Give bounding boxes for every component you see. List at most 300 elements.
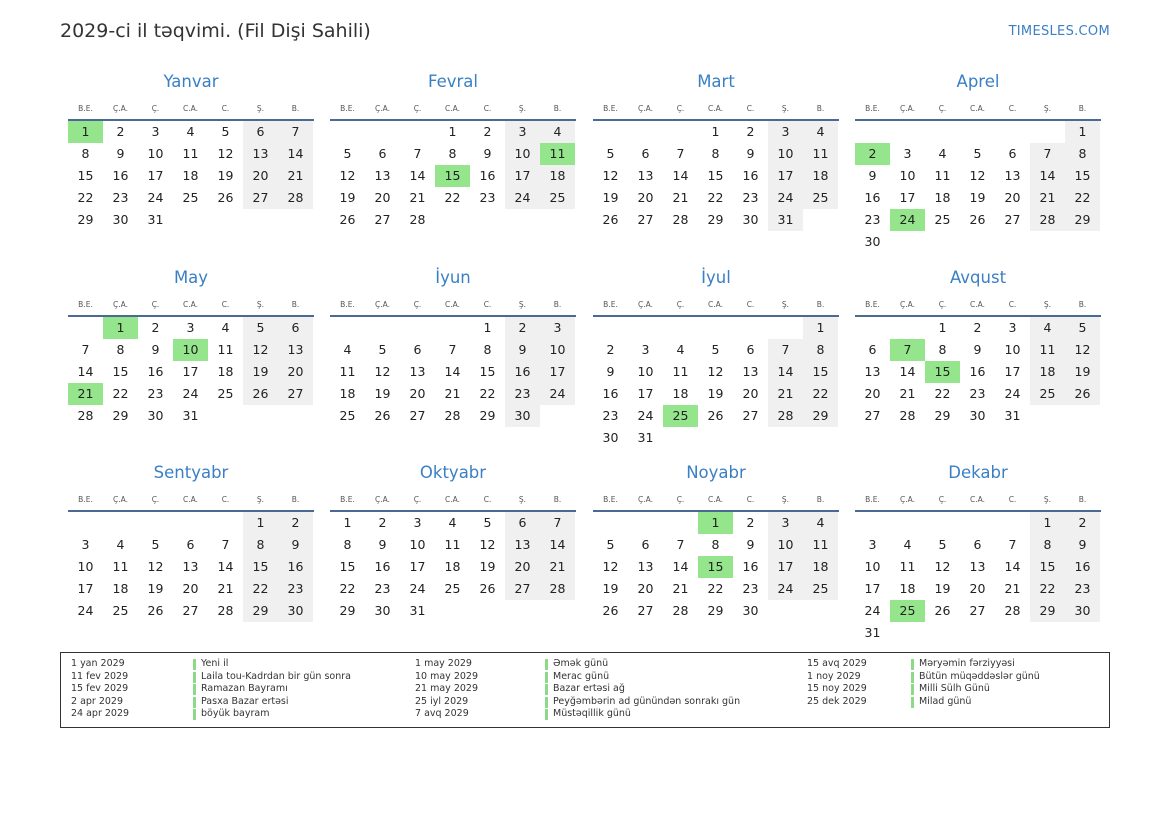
month-name: May [173,268,209,287]
month-name: Oktyabr [419,463,487,482]
day-cell: 8 [483,342,492,357]
legend-date: 1 may 2029 [415,658,472,669]
weekday-label: Ş. [1043,104,1052,113]
weekday-label: Ç.A. [112,300,128,309]
legend-holiday-name: Milli Sülh Günü [919,683,990,694]
day-cell: 3 [505,121,540,143]
day-cell: 22 [339,581,356,596]
weekday-label: B. [816,495,825,504]
day-cell: 22 [934,386,951,401]
weekday-label: C. [221,300,230,309]
day-cell: 11 [182,146,199,161]
weekday-label: Ş. [781,300,790,309]
weekday-label: Ç. [676,300,685,309]
day-cell: 25 [339,408,356,423]
day-cell: 22 [707,190,724,205]
day-cell: 13 [243,143,278,165]
day-cell: 24 [77,603,94,618]
day-cell: 4 [221,320,230,335]
weekday-header [68,104,314,118]
day-cell: 29 [707,603,724,618]
day-cell: 11 [112,559,129,574]
day-cell: 12 [479,537,496,552]
day-cell: 8 [1030,534,1065,556]
holiday-day-cell: 25 [890,600,925,622]
day-cell: 24 [768,578,803,600]
day-cell: 20 [374,190,391,205]
day-cell: 6 [641,146,650,161]
legend-holiday-name: Bütün müqəddəslər günü [919,670,1040,682]
day-cell: 22 [707,581,724,596]
weekday-label: Ç. [413,300,422,309]
day-cell: 24 [540,383,575,405]
day-cell: 20 [742,386,759,401]
day-cell: 23 [864,212,881,227]
day-cell: 6 [243,121,278,143]
legend-holiday-name: Yeni il [201,658,229,669]
month-name: İyun [435,268,471,287]
holiday-day-cell: 21 [68,383,103,405]
day-cell: 12 [1065,339,1100,361]
day-cell: 15 [707,168,724,183]
weekday-header [593,104,839,118]
day-cell: 3 [768,512,803,534]
day-cell: 4 [116,537,125,552]
day-cell: 13 [637,168,654,183]
weekday-label: C.A. [444,300,460,309]
day-cell: 13 [637,559,654,574]
legend-holiday-name: Bazar ertəsi ağ [553,683,625,694]
day-cell: 2 [116,124,125,139]
day-cell: 4 [938,146,947,161]
day-cell: 11 [1030,339,1065,361]
holiday-day-cell: 1 [698,512,733,534]
day-cell: 4 [186,124,195,139]
weekday-label: C.A. [182,300,198,309]
day-cell: 14 [217,559,234,574]
legend-date: 1 noy 2029 [807,670,861,682]
weekday-label: B. [553,495,562,504]
day-cell: 26 [602,212,619,227]
day-cell: 5 [343,146,352,161]
day-cell: 8 [116,342,125,357]
day-cell: 1 [1065,121,1100,143]
weekday-label: B.E. [340,300,355,309]
day-cell: 15 [1030,556,1065,578]
legend-holiday-marker [193,684,196,695]
holiday-day-cell: 11 [540,143,575,165]
weekday-label: B.E. [603,104,618,113]
day-cell: 6 [378,146,387,161]
weekday-label: Ç.A. [899,300,915,309]
day-cell: 3 [540,317,575,339]
weekday-label: B. [1078,300,1087,309]
day-cell: 30 [864,234,881,249]
day-cell: 11 [803,534,838,556]
day-cell: 25 [803,578,838,600]
day-cell: 27 [1004,212,1021,227]
weekday-label: C. [483,104,492,113]
day-cell: 27 [278,383,313,405]
day-cell: 25 [112,603,129,618]
day-cell: 23 [969,386,986,401]
day-cell: 1 [483,320,492,335]
legend-date: 15 noy 2029 [807,683,867,694]
day-cell: 23 [374,581,391,596]
day-cell: 9 [378,537,387,552]
day-cell: 3 [151,124,160,139]
weekday-label: B. [816,300,825,309]
day-cell: 11 [934,168,951,183]
weekday-label: Ç.A. [637,300,653,309]
day-cell: 12 [969,168,986,183]
day-cell: 22 [479,386,496,401]
day-cell: 14 [672,168,689,183]
day-cell: 26 [934,603,951,618]
weekday-label: C. [746,300,755,309]
weekday-label: C. [483,300,492,309]
day-cell: 30 [112,212,129,227]
day-cell: 31 [768,209,803,231]
day-cell: 7 [278,121,313,143]
day-cell: 19 [479,559,496,574]
day-cell: 18 [803,165,838,187]
day-cell: 25 [1030,383,1065,405]
weekday-label: B. [291,300,300,309]
day-cell: 6 [1008,146,1017,161]
day-cell: 13 [374,168,391,183]
holiday-day-cell: 15 [925,361,960,383]
day-cell: 30 [1065,600,1100,622]
day-cell: 7 [1008,537,1017,552]
day-cell: 21 [278,165,313,187]
day-cell: 9 [483,146,492,161]
day-cell: 29 [112,408,129,423]
day-cell: 9 [746,146,755,161]
day-cell: 2 [378,515,387,530]
weekday-header [855,300,1101,314]
day-cell: 5 [221,124,230,139]
day-cell: 12 [339,168,356,183]
day-cell: 18 [217,364,234,379]
legend-holiday-marker [911,672,914,683]
day-cell: 20 [182,581,199,596]
day-cell: 9 [116,146,125,161]
day-cell: 26 [602,603,619,618]
day-cell: 30 [969,408,986,423]
day-cell: 28 [1004,603,1021,618]
day-cell: 2 [505,317,540,339]
weekday-label: C. [221,104,230,113]
day-cell: 7 [676,537,685,552]
day-cell: 6 [413,342,422,357]
day-cell: 21 [409,190,426,205]
day-cell: 28 [768,405,803,427]
day-cell: 14 [278,143,313,165]
day-cell: 14 [1030,165,1065,187]
day-cell: 26 [339,212,356,227]
day-cell: 12 [374,364,391,379]
day-cell: 6 [505,512,540,534]
holiday-day-cell: 1 [103,317,138,339]
legend-holiday-marker [545,672,548,683]
day-cell: 12 [147,559,164,574]
day-cell: 27 [374,212,391,227]
legend-holiday-marker [545,697,548,708]
day-cell: 15 [803,361,838,383]
day-cell: 18 [672,386,689,401]
weekday-label: C.A. [969,104,985,113]
day-cell: 3 [186,320,195,335]
day-cell: 8 [448,146,457,161]
weekday-label: C.A. [444,104,460,113]
weekday-label: Ç.A. [112,495,128,504]
day-cell: 17 [77,581,94,596]
day-cell: 31 [409,603,426,618]
day-cell: 17 [540,361,575,383]
day-cell: 26 [243,383,278,405]
day-cell: 17 [768,165,803,187]
day-cell: 11 [217,342,234,357]
weekday-label: Ç. [938,104,947,113]
day-cell: 8 [938,342,947,357]
weekday-label: B.E. [865,104,880,113]
day-cell: 10 [540,339,575,361]
day-cell: 14 [672,559,689,574]
day-cell: 1 [243,512,278,534]
day-cell: 21 [899,386,916,401]
legend-holiday-name: Milad günü [919,695,972,707]
day-cell: 13 [505,534,540,556]
day-cell: 13 [864,364,881,379]
day-cell: 28 [444,408,461,423]
day-cell: 8 [1065,143,1100,165]
day-cell: 16 [602,386,619,401]
day-cell: 2 [746,515,755,530]
day-cell: 25 [803,187,838,209]
day-cell: 4 [903,537,912,552]
legend-holiday-name: Ramazan Bayramı [201,683,288,694]
day-cell: 13 [278,339,313,361]
day-cell: 15 [1065,165,1100,187]
weekday-label: C. [746,104,755,113]
day-cell: 3 [641,342,650,357]
day-cell: 15 [479,364,496,379]
day-cell: 10 [899,168,916,183]
day-cell: 10 [1004,342,1021,357]
day-cell: 23 [1065,578,1100,600]
weekday-label: Ç. [151,495,160,504]
day-cell: 15 [77,168,94,183]
day-cell: 19 [969,190,986,205]
day-cell: 10 [768,143,803,165]
legend-holiday-name: Peyğəmbərin ad günündən sonrakı gün [553,695,741,707]
day-cell: 6 [641,537,650,552]
day-cell: 28 [409,212,426,227]
month-name: Fevral [428,72,478,91]
day-cell: 14 [1004,559,1021,574]
day-cell: 10 [409,537,426,552]
day-cell: 11 [339,364,356,379]
day-cell: 19 [934,581,951,596]
weekday-label: Ş. [781,495,790,504]
weekday-label: Ş. [518,104,527,113]
weekday-label: Ç.A. [374,300,390,309]
day-cell: 29 [339,603,356,618]
day-cell: 19 [147,581,164,596]
weekday-label: B.E. [603,495,618,504]
day-cell: 6 [868,342,877,357]
day-cell: 26 [374,408,391,423]
weekday-label: C.A. [969,495,985,504]
day-cell: 27 [742,408,759,423]
day-cell: 30 [505,405,540,427]
day-cell: 20 [409,386,426,401]
day-cell: 20 [637,190,654,205]
weekday-label: Ç. [151,300,160,309]
weekday-label: Ç. [151,104,160,113]
site-link[interactable]: TIMESLES.COM [1008,24,1110,39]
day-cell: 10 [637,364,654,379]
legend-date: 2 apr 2029 [71,695,124,707]
day-cell: 16 [147,364,164,379]
day-cell: 23 [505,383,540,405]
day-cell: 20 [243,165,278,187]
day-cell: 9 [606,364,615,379]
day-cell: 16 [1065,556,1100,578]
day-cell: 9 [746,537,755,552]
legend-holiday-marker [545,659,548,670]
legend-date: 1 yan 2029 [71,658,125,669]
day-cell: 17 [899,190,916,205]
day-cell: 5 [483,515,492,530]
day-cell: 9 [1065,534,1100,556]
weekday-header [68,495,314,509]
weekday-label: Ç.A. [637,104,653,113]
day-cell: 2 [606,342,615,357]
legend-holiday-name: Müstəqillik günü [553,708,631,719]
legend-holiday-marker [911,697,914,708]
day-cell: 18 [899,581,916,596]
weekday-label: Ç.A. [112,104,128,113]
day-cell: 11 [803,143,838,165]
day-cell: 24 [637,408,654,423]
day-cell: 26 [707,408,724,423]
day-cell: 25 [444,581,461,596]
day-cell: 5 [938,537,947,552]
day-cell: 17 [1004,364,1021,379]
day-cell: 18 [1030,361,1065,383]
day-cell: 3 [1008,320,1017,335]
day-cell: 15 [339,559,356,574]
day-cell: 31 [182,408,199,423]
day-cell: 3 [413,515,422,530]
weekday-label: B.E. [78,104,93,113]
legend-holiday-name: Əmək günü [553,658,609,669]
day-cell: 30 [278,600,313,622]
day-cell: 8 [711,537,720,552]
day-cell: 5 [1065,317,1100,339]
month-name: Avqust [949,268,1007,287]
day-cell: 29 [77,212,94,227]
day-cell: 27 [409,408,426,423]
day-cell: 2 [151,320,160,335]
day-cell: 1 [1030,512,1065,534]
weekday-label: Ç. [413,104,422,113]
legend-holiday-marker [193,697,196,708]
day-cell: 14 [444,364,461,379]
weekday-label: C.A. [182,495,198,504]
day-cell: 19 [217,168,234,183]
day-cell: 12 [217,146,234,161]
weekday-label: B.E. [340,495,355,504]
day-cell: 18 [182,168,199,183]
legend-date: 21 may 2029 [415,683,479,694]
day-cell: 28 [672,603,689,618]
month-name: İyul [701,268,731,287]
day-cell: 3 [903,146,912,161]
day-cell: 1 [938,320,947,335]
day-cell: 11 [444,537,461,552]
weekday-label: C. [483,495,492,504]
weekday-label: B. [553,104,562,113]
day-cell: 29 [934,408,951,423]
weekday-label: Ş. [256,495,265,504]
legend-date: 25 iyl 2029 [415,695,469,707]
weekday-label: Ş. [256,300,265,309]
day-cell: 18 [540,165,575,187]
day-cell: 10 [768,534,803,556]
day-cell: 8 [81,146,90,161]
day-cell: 14 [77,364,94,379]
day-cell: 2 [483,124,492,139]
day-cell: 4 [343,342,352,357]
day-cell: 16 [374,559,391,574]
day-cell: 15 [112,364,129,379]
day-cell: 12 [243,339,278,361]
day-cell: 7 [1030,143,1065,165]
day-cell: 8 [243,534,278,556]
day-cell: 29 [243,600,278,622]
day-cell: 12 [934,559,951,574]
legend-holiday-name: Məryəmin fərziyyəsi [919,658,1015,669]
day-cell: 22 [803,383,838,405]
day-cell: 23 [742,190,759,205]
weekday-header [68,300,314,314]
day-cell: 5 [243,317,278,339]
day-cell: 18 [803,556,838,578]
day-cell: 16 [742,559,759,574]
weekday-header [330,300,576,314]
day-cell: 24 [864,603,881,618]
weekday-label: C.A. [707,104,723,113]
day-cell: 24 [505,187,540,209]
weekday-label: Ç.A. [637,495,653,504]
day-cell: 13 [742,364,759,379]
weekday-header [855,495,1101,509]
holiday-day-cell: 2 [855,143,890,165]
day-cell: 16 [742,168,759,183]
weekday-label: Ş. [1043,495,1052,504]
holiday-day-cell: 25 [663,405,698,427]
weekday-header [330,495,576,509]
day-cell: 2 [973,320,982,335]
day-cell: 31 [1004,408,1021,423]
weekday-label: B. [553,300,562,309]
day-cell: 11 [899,559,916,574]
day-cell: 27 [969,603,986,618]
day-cell: 9 [505,339,540,361]
